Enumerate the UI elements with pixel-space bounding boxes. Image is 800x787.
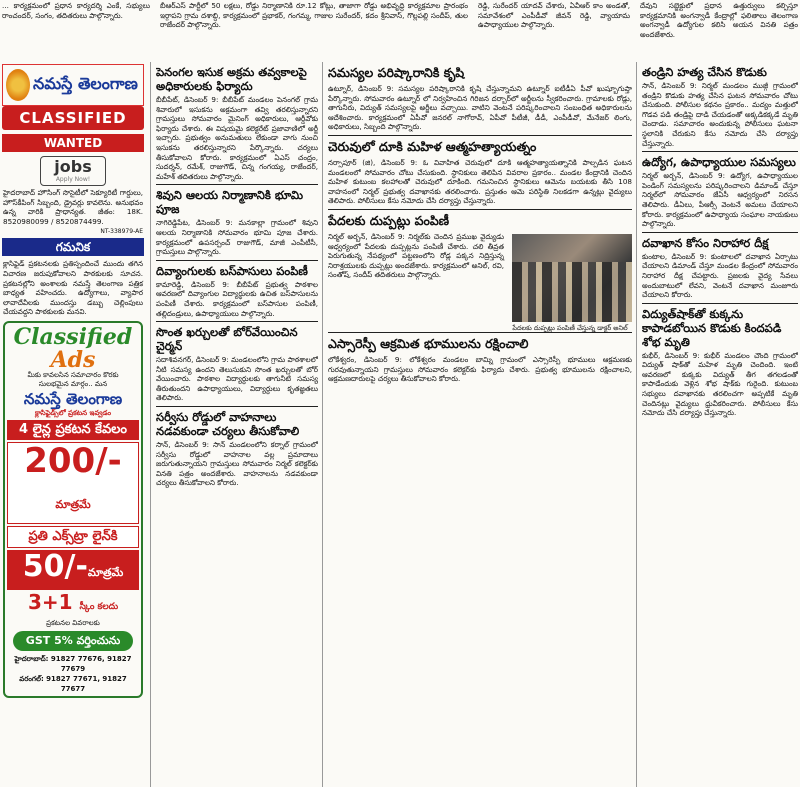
price-2 (7, 550, 139, 590)
price-line-2: ప్రతి ఎక్స్‌ట్రా లైన్‌కి (7, 526, 139, 548)
article-body: కామారెడ్డి, డిసెంబర్ 9: బీబీపేట్ ప్రభుత్వ పాఠశాల ఆవరణలో దివ్యాంగుల విద్యార్థులకు ఉచిత బస్‌పాసులను పంపిణీ చేశారు. కార్యక్రమంలో బస్‌పాసుల పంపిణీ, తల్లిదండ్రులు, ఉపాధ్యాయులు పాల్గొన్నారు. (156, 279, 318, 318)
classified-brand (2, 64, 144, 106)
article-body: నిర్మల్ అర్బన్, డిసెంబర్ 9: ఉద్యోగ, ఉపాధ్యాయుల పెండింగ్ సమస్యలను పరిష్కరించాలని డిమాండ్ చేస్తూ నిర్మల్‌లో సోమవారం జేఏసీ ఆధ్వర్యంలో నిరసన తెలిపారు. డీఏలు, పీఆర్సీ వెంటనే అమలు చేయాలని కోరారు. కార్యక్రమంలో ఉపాధ్యాయ సంఘాల నాయకులు పాల్గొన్నారు. (642, 171, 798, 229)
headline: దివ్యాంగులకు బస్‌పాసులు పంపిణీ (156, 263, 308, 278)
top-strip-col-4: దేవుని సబ్జెక్టులో ప్రధాన ఉత్తుర్వులు కల్పిస్తూ కార్యక్రమానికి అంగన్వాడీ కేంద్రాల్లో ఫలితాలు తెలంగాణ అంగన్వాడీ ఉద్యోగుల కలిసి అయన వినతి పత్రం అందజేశారు. (640, 1, 798, 39)
offer-suffix: స్కీం కలదు (79, 601, 119, 612)
promo-sub-3: క్లాసిఫైడ్స్‌లో ప్రకటన ఇవ్వడం (34, 408, 112, 417)
jobs-logo (40, 156, 106, 186)
photo-people (512, 262, 632, 322)
newspaper-logo-icon (6, 69, 30, 101)
classified-column (0, 62, 146, 787)
phones-2: వరంగల్: 91827 77671, 91827 77677 (19, 674, 127, 693)
divider (642, 303, 798, 304)
offer-note: ప్రకటనల వివరాలకు (46, 618, 100, 627)
article-body: సాన్, డిసెంబర్ 9: సాన్ మండలంలోని కర్నాల్ గ్రామంలో సర్వీసు రోడ్డులో వాహనాల వల్ల ప్రమాదాలు జరుగుతున్నాయని గ్రామస్తులు సోమవారం నిర్మల్ కలెక్టర్‌కు వినతి పత్రం అందజేశారు. వాహనాలను నడవకుండా చర్యలు తీసుకోవాలని కోరారు. (156, 440, 318, 488)
promo-word-ads: Ads (50, 346, 96, 373)
headline: పేదలకు దుప్పట్లు పంపిణీ (328, 212, 450, 228)
offer (7, 590, 139, 619)
news-column-2 (156, 62, 318, 787)
divider (156, 260, 318, 261)
photo-block (508, 232, 632, 332)
divider (156, 321, 318, 322)
price-1-value: 200/- (24, 440, 122, 481)
divider (328, 332, 632, 333)
ad-code: NT-338979-AE (100, 228, 143, 236)
article-body: సదాశివనగర్, డిసెంబర్ 9: మండలంలోని గ్రామ పాఠశాలలో నీటి సమస్య ఉందని తెలుసుకుని సొంత ఖర్చులతో బోర్ వేయించారు. పాఠశాల విద్యార్థులకు తాగునీటి సమస్య తీరుతుందని ఉపాధ్యాయులు, విద్యార్థులు కృతజ్ఞతలు తెలిపారు. (156, 355, 318, 403)
price-2-value: 50/- (22, 548, 88, 584)
headline: తండ్రిని హత్య చేసిన కొడుకు (642, 65, 767, 79)
top-strip-col-1: ... కార్యక్రమంలో ప్రధాన కార్యదర్శి ఎంకే, సభ్యులు రాంచందర్, సంగం, తదితరులు పాల్గొన్నారు. (2, 1, 150, 20)
column-divider (150, 62, 151, 787)
price-2-suffix: మాత్రమే (87, 565, 124, 579)
phones-1: హైదరాబాద్: 91827 77676, 91827 77679 (14, 654, 132, 673)
article-body: కుభీర్, డిసెంబర్ 9: కుభీర్ మండలం చౌంది గ్రామంలో విద్యుత్ షాక్‌తో మహిళ మృతి చెందింది. ఇంటి ఆవరణలో కుక్కకు విద్యుత్ తీగ తగలడంతో కాపాడేందుకు వెళ్లిన శోభ షాక్‌కు గురైంది. కుటుంబ సభ్యులు దవాఖానకు తరలించగా అప్పటికే మృతి చెందినట్లు వైద్యులు ధ్రువీకరించారు. పోలీసులు కేసు నమోదు చేసి దర్యాప్తు చేస్తున్నారు. (642, 350, 798, 418)
article-body: ఉట్నూర్, డిసెంబర్ 9: సమస్యల పరిష్కారానికి కృషి చేస్తున్నామని ఉట్నూర్ ఐటీడీఏ పీవో ఖుష్బూగుప్తా పేర్కొన్నారు. సోమవారం ఉట్నూర్ లో నిర్వహించిన గిరిజన దర్బార్‌లో అర్జీలను స్వీకరించారు. గ్రామాలకు రోడ్లు, తాగునీరు, విద్యుత్ సమస్యలపై అర్జీలు వచ్చాయి. వాటిని వెంటనే పరిష్కరించాలని సంబంధిత అధికారులను ఆదేశించారు. కార్యక్రమంలో ఏపీవో జనరల్ నాగోరావ్, ఏపీవో పీటీజీ, డీడీ, ఎంపీడీవో, మేనేజర్ లింగు, అధికారులు, సిబ్బంది పాల్గొన్నారు. (328, 84, 632, 132)
promo-word-classified: Classified (13, 323, 133, 350)
promo-sub-2: సులభమైన మార్గం.. మన (38, 379, 108, 388)
headline: దవాఖాన కోసం నిరాహార దీక్ష (642, 235, 769, 250)
classified-ads-promo (3, 321, 143, 698)
price-line-1: 4 లైన్ల ప్రకటన కేవలం (7, 420, 139, 440)
price-1-suffix: మాత్రమే (55, 497, 91, 511)
divider (156, 406, 318, 407)
classified-banner: CLASSIFIED (2, 106, 144, 130)
promo-sub-1: మీకు కావలసిన సమాచారం కొరకు (27, 370, 119, 379)
photo-caption: పేదలకు దుప్పట్లు పంపిణీ చేస్తున్న డాక్టర్ అనిల్ (512, 323, 628, 332)
article-body: నిర్మల్ అర్బన్, డిసెంబర్ 9: నిర్మల్‌కు చెందిన ప్రముఖ వైద్యుడు ఆధ్వర్యంలో పేదలకు దుప్పట్లను పంపిణీ చేశారు. చలి తీవ్రత పెరుగుతున్న నేపథ్యంలో పట్టణంలోని రోడ్ల పక్కన నిద్రిస్తున్న నిరాశ్రయులకు దుప్పట్లు అందజేశారు. కార్యక్రమంలో అనిల్, రవి, సంతోష్, సందీప్ తదితరులు పాల్గొన్నారు. (328, 231, 504, 280)
price-1 (7, 442, 139, 524)
jobs-tagline: Apply Now! (55, 176, 91, 183)
divider (642, 151, 798, 152)
headline: విద్యుత్‌షాక్‌తో కుక్కను కాపాడబోయిన కొడుకు కిందపడి శోభ మృతి (642, 306, 782, 349)
article-body: నాగిరెడ్డిపేట, డిసెంబర్ 9: మనకాల్లా గ్రామంలో శివుని ఆలయ నిర్మాణానికి సోమవారం భూమి పూజ చేశారు. కార్యక్రమంలో ఉపసర్పంచ్ రాజుగౌడ్, మాజీ ఎంపీటీసీ, గ్రామస్తులు పాల్గొన్నారు. (156, 218, 318, 257)
top-strip (0, 0, 800, 62)
article-body: నర్సాపూర్ (జి), డిసెంబర్ 9: ఓ వివాహిత చెరువులో దూకి ఆత్మహత్యాయత్నానికి పాల్పడిన ఘటన మండలంలో సోమవారం చోటు చేసుకుంది. స్థానికులు తెలిపిన వివరాల ప్రకారం.. మండల కేంద్రానికి చెందిన మహిళ కుటుంబ కలహాలతో చెరువులో దూకింది. గమనించిన స్థానికులు ఆమెను బయటకు తీసి 108 వాహనంలో నిర్మల్ ప్రభుత్వ దవాఖానకు తరలించారు. ప్రస్తుతం ఆమె పరిస్థితి నిలకడగా ఉన్నట్లు వైద్యులు తెలిపారు. పోలీసులు కేసు నమోదు చేసి దర్యాప్తు చేస్తున్నారు. (328, 157, 632, 206)
divider (328, 209, 632, 210)
news-column-4 (642, 62, 798, 787)
headline: పెనంగల ఇసుక అక్రమ తవ్వకాలపై అధికారులకు ఫిర్యాదు (156, 65, 307, 93)
offer-value: 3+1 (27, 589, 73, 614)
article-body: బీబీపేట్, డిసెంబర్ 9: బీబీపేట్ మండలం పెనంగల్ గ్రామ శివారులో ఇసుకను అక్రమంగా తవ్వి తరలిస్తున్నారని గ్రామస్తులు సోమవారం మైనింగ్ అధికారులు, ఆర్డీవోకు ఫిర్యాదు చేశారు. ఈ విషయమై కలెక్టరేట్ ప్రజావాణిలో అర్జీ ఇచ్చారు. ప్రభుత్వం అనుమతులు లేకుండా వాగు నుంచి ఇసుకను తరలిస్తున్నారని పేర్కొన్నారు. చర్యలు తీసుకోవాలని కోరారు. కార్యక్రమంలో ఏఎస్ చంద్రం, సుదర్శన్, రమేశ్, రాజుగౌడ్, చిన్న గంగయ్య, రాజేందర్, మహేశ్ తదితరులు పాల్గొన్నారు. (156, 95, 318, 181)
wanted-header: WANTED (2, 134, 144, 152)
brand-name: నమస్తే తెలంగాణ (33, 73, 138, 93)
divider (642, 232, 798, 233)
article-body: కుంటాల, డిసెంబర్ 9: కుంటాలలో దవాఖాన ఏర్పాటు చేయాలని డిమాండ్ చేస్తూ మండల కేంద్రంలో సోమవారం నిరాహార దీక్ష చేపట్టారు. ప్రజలకు వైద్య సేవలు అందుబాటులో లేవని, వెంటనే దవాఖాన మంజూరు చేయాలని కోరారు. (642, 251, 798, 300)
news-photo (512, 234, 632, 322)
wanted-ad-text: హైదరాబాద్ హౌసింగ్ సొసైటీలో సెక్యూరిటీ గార్డులు, హౌస్‌కీపింగ్ సిబ్బంది, డ్రైవర్లు కావలెను. అనుభవం ఉన్న వారికి ప్రాధాన్యత. జీతం: 18K. 8520980099 / 8520874499. (3, 188, 143, 226)
article-body: సాన్, డిసెంబర్ 9: నిర్మల్ మండలం ముజ్గీ గ్రామంలో తండ్రిని కొడుకు హత్య చేసిన ఘటన సోమవారం చోటు చేసుకుంది. పోలీసుల కథనం ప్రకారం.. మద్యం మత్తులో గొడవ పడి తండ్రిపై దాడి చేయడంతో అక్కడికక్కడే మృతి చెందాడు. సమాచారం అందుకున్న పోలీసులు ఘటనా స్థలానికి చేరుకుని కేసు నమోదు చేసి దర్యాప్తు చేస్తున్నారు. (642, 81, 798, 148)
headline: సొంత ఖర్చులతో బోర్‌వేయించిన చైర్మన్ (156, 325, 298, 354)
top-strip-col-2: బీఆర్ఎస్ పార్టీలో 50 లక్షలు, రోడ్డు నిర్మాణానికి రూ.12 కోట్లు, తాజాగా రోడ్డు అభివృద్ధి కార్యక్రమాల ప్రారంభం ఇర్గాపని గ్రామ దశాబ్ది, కార్యక్రమంలో ప్రభాకర్, గంగమ్మ, గాజుల సురేందర్, కదం శ్రీనివాస్, గొల్లపల్లి సందీప్, తుల రాజేందర్ పాల్గొన్నారు. (160, 1, 468, 30)
headline: ఎస్సారెస్పీ ఆక్రమిత భూములను రక్షించాలి (328, 335, 529, 351)
gst-badge: GST 5% వర్తించును (13, 631, 133, 651)
column-divider (322, 62, 323, 787)
article-body: లోకేశ్వరం, డిసెంబర్ 9: లోకేశ్వరం మండలం బామ్ని గ్రామంలో ఎస్సారెస్పీ భూములు ఆక్రమణకు గురవుతున్నాయని గ్రామస్తులు సోమవారం కలెక్టర్‌కు ఫిర్యాదు చేశారు. ప్రభుత్వ భూములను రక్షించాలని, ఆక్రమణదారులపై చర్యలు తీసుకోవాలని కోరారు. (328, 354, 632, 384)
headline: శివుని ఆలయ నిర్మాణానికి భూమి పూజ (156, 188, 304, 217)
promo-brand: నమస్తే తెలంగాణ (23, 389, 123, 408)
divider (328, 135, 632, 136)
column-divider (636, 62, 637, 787)
divider (156, 184, 318, 185)
headline: సర్వీసు రోడ్డులో వాహనాలు నడవకుండా చర్యలు తీసుకోవాలి (156, 410, 300, 439)
notice-header: గమనిక (2, 238, 144, 256)
news-column-3 (328, 62, 632, 787)
headline: ఉద్యోగ, ఉపాధ్యాయుల సమస్యలు (642, 155, 796, 170)
headline: సమస్యల పరిష్కారానికి కృషి (328, 65, 465, 80)
jobs-logo-text: jobs (54, 157, 92, 176)
headline: చెరువులో దూకి మహిళ ఆత్మహత్యాయత్నం (328, 138, 537, 154)
top-strip-col-3: రెడ్డి, సురేందర్ యాదవ్ చేశారు, ఏవీఆర్ కాం అండతో, సమావేశంలో ఎంపీడీవో జీవన్ రెడ్డి, వ్యాయామ ఉపాధ్యాయుల పాల్గొన్నారు. (478, 1, 630, 30)
notice-text: క్లాసిఫైడ్ ప్రకటనలకు ప్రతిస్పందించే ముందు తగిన విచారణ జరుపుకోవాలని పాఠకులకు సూచన. ప్రకటనల్లోని అంశాలకు నమస్తే తెలంగాణ పత్రిక బాధ్యత వహించదు. ఉద్యోగాలు, వ్యాపార లావాదేవీలకు ముందస్తు డబ్బు చెల్లింపులు చేయవద్దని పాఠకులకు మనవి. (3, 259, 143, 317)
